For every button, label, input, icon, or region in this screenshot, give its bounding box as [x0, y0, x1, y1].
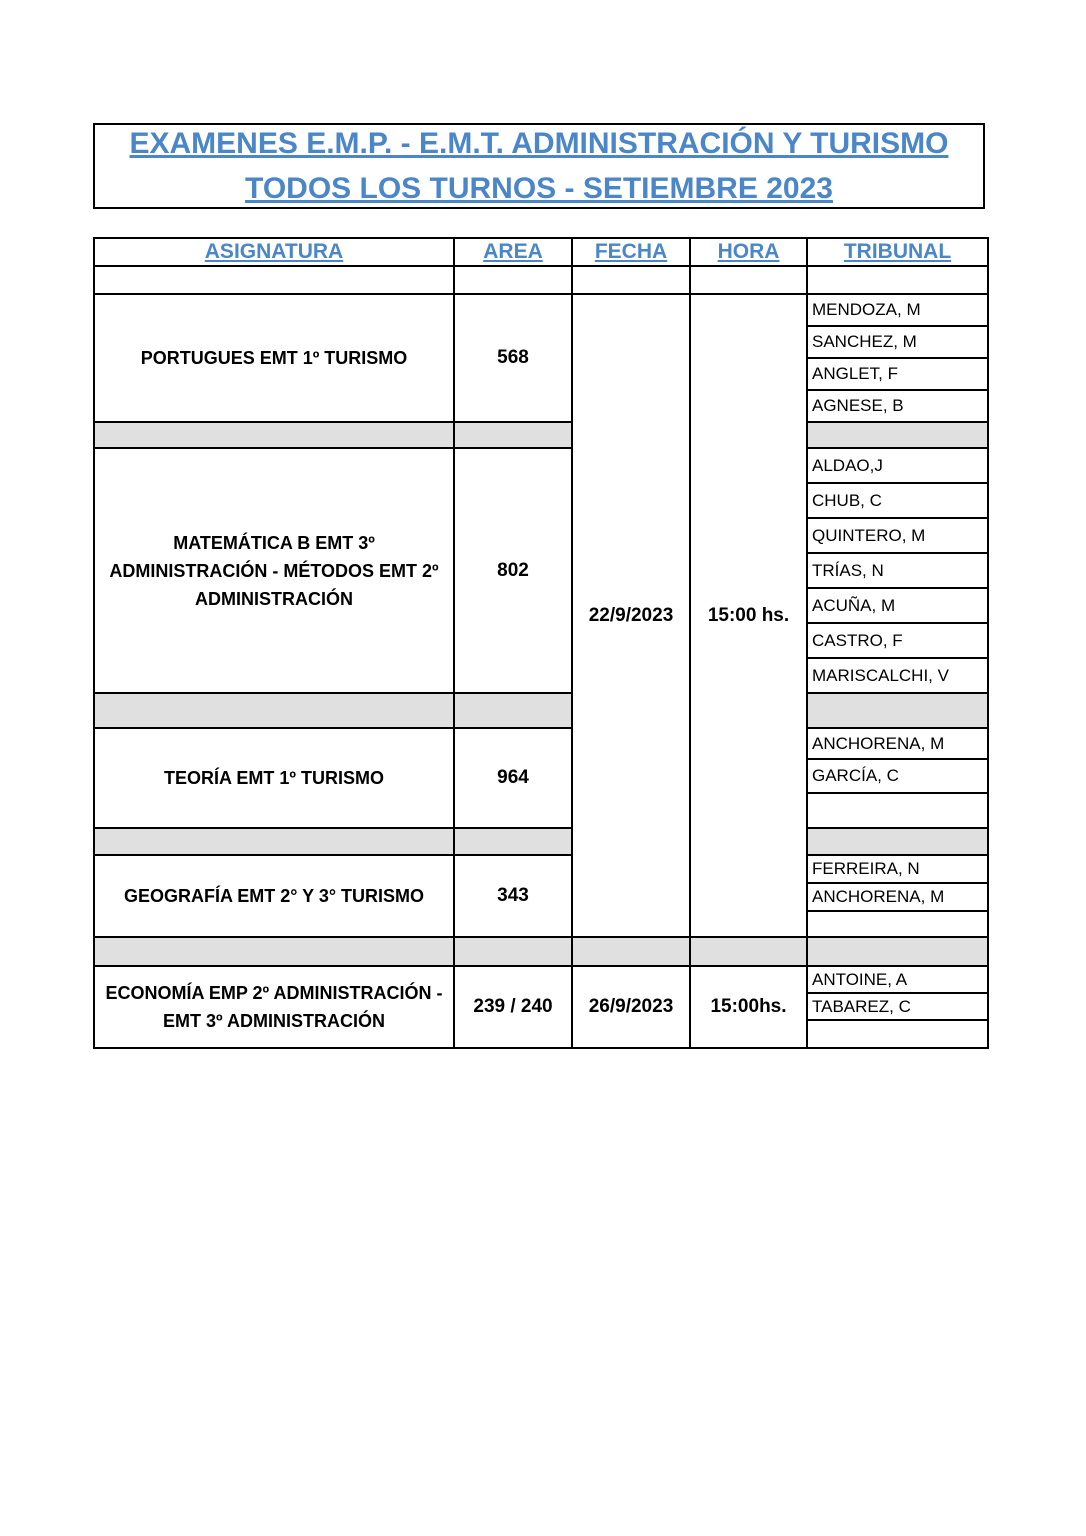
table-row [94, 855, 988, 883]
area-cell: 964 [454, 728, 572, 828]
tribunal-member: MENDOZA, M [807, 294, 988, 326]
subject-cell: PORTUGUES EMT 1º TURISMO [94, 294, 454, 422]
tribunal-member: CHUB, C [807, 483, 988, 518]
tribunal-member: FERREIRA, N [807, 855, 988, 883]
subject-cell: ECONOMÍA EMP 2º ADMINISTRACIÓN - EMT 3º ADMINISTRACIÓN [94, 966, 454, 1048]
tribunal-member: TRÍAS, N [807, 553, 988, 588]
tribunal-member: CASTRO, F [807, 623, 988, 658]
tribunal-member: ANCHORENA, M [807, 883, 988, 911]
tribunal-member: ANCHORENA, M [807, 728, 988, 759]
header-tribunal: TRIBUNAL [807, 238, 988, 266]
document-title: EXAMENES E.M.P. - E.M.T. ADMINISTRACIÓN Y TURISMO [129, 127, 949, 160]
blank-row [94, 266, 988, 294]
header-row [94, 238, 988, 266]
tribunal-member: ANTOINE, A [807, 966, 988, 993]
table-row [94, 294, 988, 326]
subject-cell: GEOGRAFÍA EMT 2° Y 3° TURISMO [94, 855, 454, 937]
subject-cell: TEORÍA EMT 1º TURISMO [94, 728, 454, 828]
shared-date-cell: 22/9/2023 [572, 294, 690, 937]
tribunal-member: ANGLET, F [807, 358, 988, 390]
header-hora: HORA [690, 238, 807, 266]
tribunal-member: SANCHEZ, M [807, 326, 988, 358]
separator-row [94, 693, 988, 728]
area-cell: 239 / 240 [454, 966, 572, 1048]
time-cell: 15:00hs. [690, 966, 807, 1048]
tribunal-member: ACUÑA, M [807, 588, 988, 623]
tribunal-member: AGNESE, B [807, 390, 988, 422]
subject-cell: MATEMÁTICA B EMT 3º ADMINISTRACIÓN - MÉTODOS EMT 2º ADMINISTRACIÓN [94, 448, 454, 693]
tribunal-member: GARCÍA, C [807, 759, 988, 793]
shared-time-cell: 15:00 hs. [690, 294, 807, 937]
separator-row [94, 828, 988, 855]
tribunal-member: QUINTERO, M [807, 518, 988, 553]
date-cell: 26/9/2023 [572, 966, 690, 1048]
tribunal-member: TABAREZ, C [807, 993, 988, 1020]
exam-schedule-table [93, 237, 989, 1049]
separator-row [94, 422, 988, 448]
area-cell: 802 [454, 448, 572, 693]
tribunal-member: MARISCALCHI, V [807, 658, 988, 693]
table-row [94, 728, 988, 759]
separator-row [94, 937, 988, 966]
document-title-box [93, 123, 985, 209]
document-subtitle: TODOS LOS TURNOS - SETIEMBRE 2023 [245, 172, 833, 205]
table-row [94, 448, 988, 483]
area-cell: 568 [454, 294, 572, 422]
tribunal-member: ALDAO,J [807, 448, 988, 483]
area-cell: 343 [454, 855, 572, 937]
header-fecha: FECHA [572, 238, 690, 266]
header-asignatura: ASIGNATURA [94, 238, 454, 266]
table-row [94, 966, 988, 993]
header-area: AREA [454, 238, 572, 266]
